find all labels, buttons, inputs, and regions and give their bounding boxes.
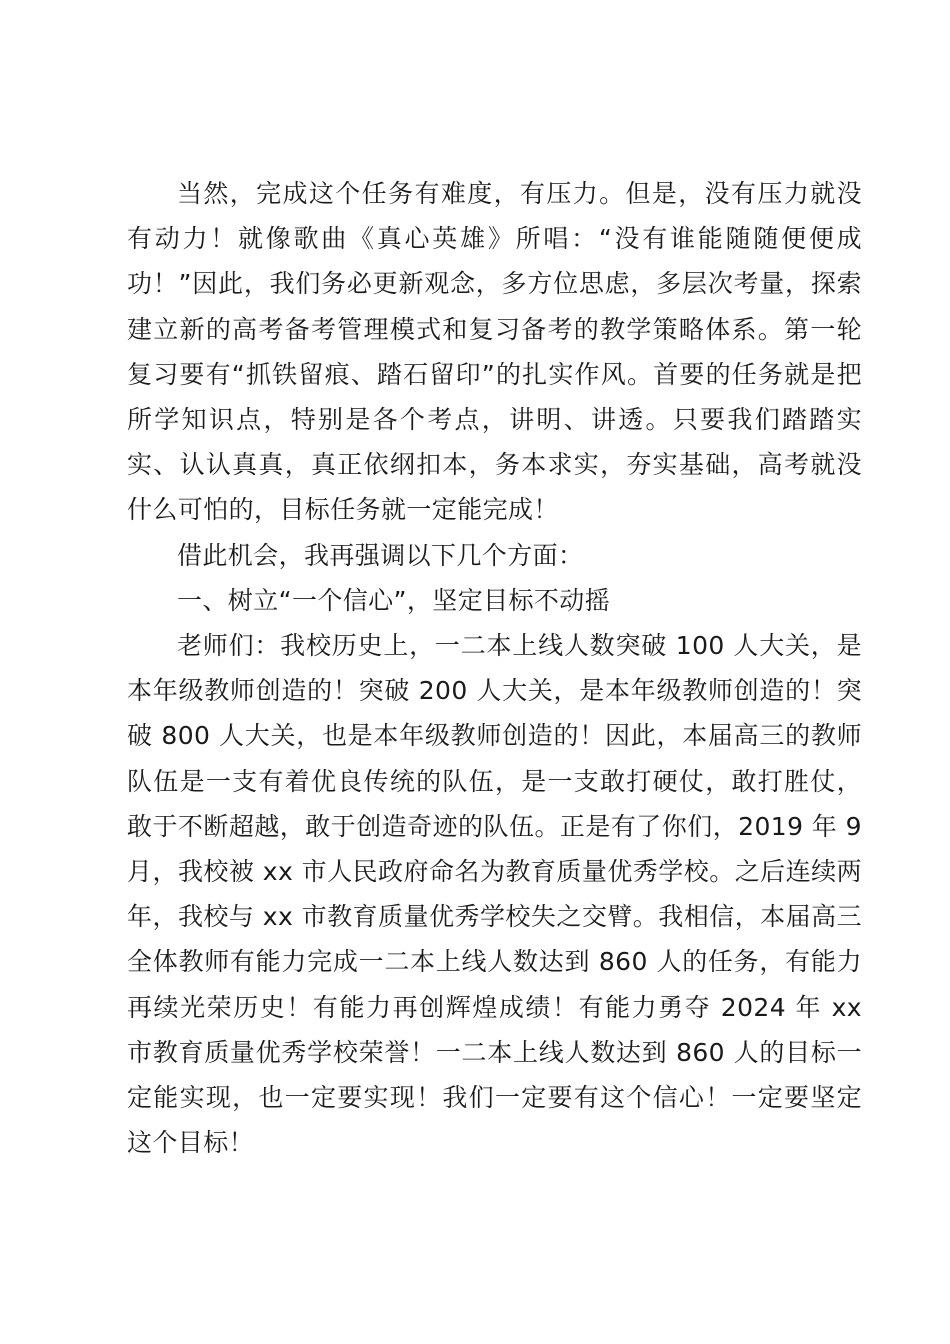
document-body (127, 171, 862, 1165)
paragraph-difficulty: 当然，完成这个任务有难度，有压力。但是，没有压力就没有动力！就像歌曲《真心英雄》所唱：“没有谁能随随便便成功！”因此，我们务必更新观念，多方位思虑，多层次考量，探索建立新的高考备考管理模式和复习备考的教学策略体系。第一轮复习要有“抓铁留痕、踏石留印”的扎实作风。首要的任务就是把所学知识点，特别是各个考点，讲明、讲透。只要我们踏踏实实、认认真真，真正依纲扣本，务本求实，夯实基础，高考就没什么可怕的，目标任务就一定能完成！ (127, 179, 862, 525)
section-heading-confidence: 一、树立“一个信心”，坚定目标不动摇 (177, 585, 611, 615)
paragraph-emphasis-intro: 借此机会，我再强调以下几个方面： (177, 540, 584, 570)
paragraph-teachers-history: 老师们：我校历史上，一二本上线人数突破 100 人大关，是本年级教师创造的！突破 200 人大关，是本年级教师创造的！突破 800 人大关，也是本年级教师创造的！因此，本届高三的教师队伍是一支有着优良传统的队伍，是一支敢打硬仗，敢打胜仗，敢于不断超越，敢于创造奇迹的队伍。正是有了你们，2019 年 9 月，我校被 xx 市人民政府命名为教育质量优秀学校。之后连续两年，我校与 xx 市教育质量优秀学校失之交臂。我相信，本届高三全体教师有能力完成一二本上线人数达到 860 人的任务，有能力再续光荣历史！有能力再创辉煌成绩！有能力勇夺 2024 年 xx 市教育质量优秀学校荣誉！一二本上线人数达到 860 人的目标一定能实现，也一定要实现！我们一定要有这个信心！一定要坚定这个目标！ (127, 631, 862, 1158)
